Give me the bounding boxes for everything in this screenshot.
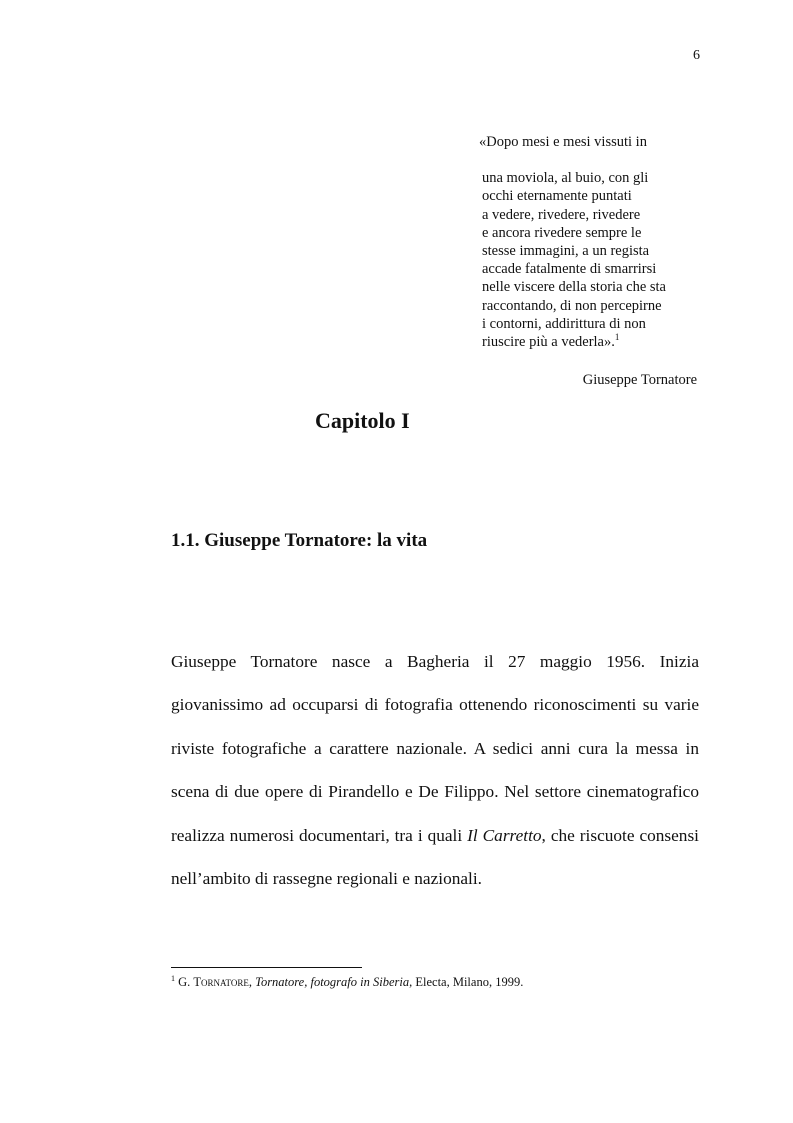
- epigraph-line: stesse immagini, a un regista: [482, 243, 650, 260]
- epigraph-line: a vedere, rivedere, rivedere: [482, 206, 641, 223]
- epigraph-line: accade fatalmente di smarrirsi: [482, 261, 657, 278]
- epigraph-footnote-ref[interactable]: 1: [614, 332, 620, 343]
- body-text-part1: Giuseppe Tornatore nasce a Bagheria il 27 maggio 1956. Inizia giovanissimo ad occuparsi di fotografia ottenendo riconoscimenti su varie riviste fotografiche a carattere nazionale. A sedici anni cura la messa in scena di due opere di Pirandello e De Filippo. Nel settore cinematografico realizza numerosi documentari, tra i quali: [171, 652, 699, 845]
- epigraph-line: i contorni, addirittura di non: [482, 315, 646, 332]
- footnote-separator: ,: [248, 975, 256, 989]
- epigraph-last-line: [479, 333, 719, 351]
- footnote-author-initial: G.: [178, 975, 194, 989]
- epigraph-line: una moviola, al buio, con gli: [482, 170, 649, 187]
- epigraph: [479, 133, 719, 351]
- epigraph-author: Giuseppe Tornatore: [582, 372, 697, 388]
- footnote-author-surname: Tornatore: [193, 975, 249, 989]
- page-number: 6: [693, 48, 700, 63]
- footnote-work-title: Tornatore, fotografo in Siberia: [255, 975, 410, 989]
- footnote-number: 1: [171, 974, 175, 983]
- epigraph-line: raccontando, di non percepirne: [482, 297, 662, 314]
- footnote: [171, 975, 523, 990]
- body-text-part2: , che riscuote consensi nell’ambito di rassegne regionali e nazionali.: [171, 825, 699, 889]
- epigraph-line: nelle viscere della storia che sta: [482, 279, 666, 296]
- epigraph-last-line-text: riuscire più a vederla».: [482, 334, 615, 351]
- section-title: 1.1. Giuseppe Tornatore: la vita: [171, 530, 428, 551]
- epigraph-line: occhi eternamente puntati: [482, 188, 632, 205]
- chapter-title: Capitolo I: [315, 408, 410, 433]
- film-title: Il Carretto: [467, 825, 542, 845]
- footnote-divider: [171, 967, 362, 968]
- epigraph-line: e ancora rivedere sempre le: [482, 224, 642, 241]
- body-paragraph: [171, 640, 699, 900]
- epigraph-first-line: «Dopo mesi e mesi vissuti in: [479, 134, 647, 150]
- footnote-publisher: , Electa, Milano, 1999.: [409, 975, 524, 989]
